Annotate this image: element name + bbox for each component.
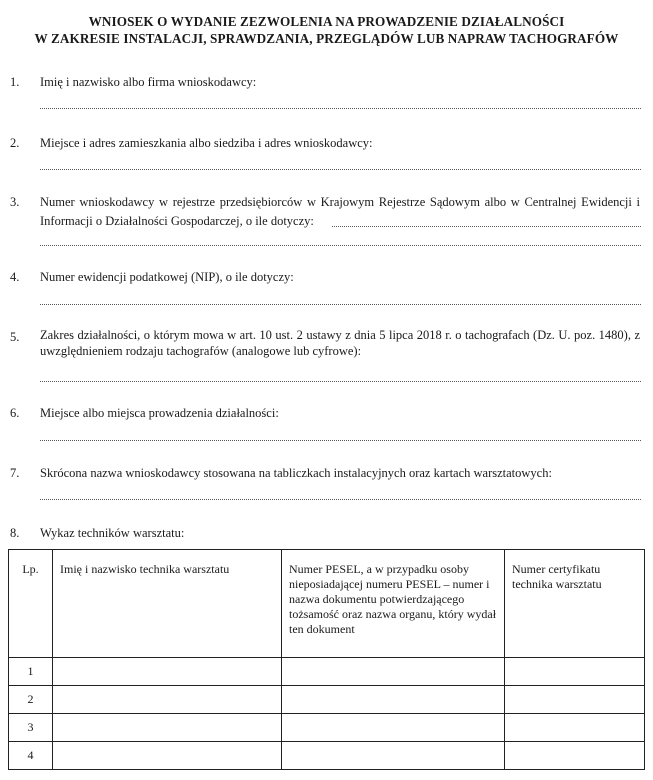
item-label-applicant-name: Imię i nazwisko albo firma wnioskodawcy: — [40, 75, 257, 89]
header-pesel: Numer PESEL, a w przypadku osoby nieposiadającej numeru PESEL – numer i nazwa dokumentu potwierdzającego tożsamość oraz nazwa organu, który wydał ten dokument — [282, 550, 505, 658]
table-row — [9, 686, 645, 714]
item-label-technicians: Wykaz techników warsztatu: — [40, 526, 185, 540]
certificate-cell[interactable] — [505, 714, 645, 742]
item-number: 5. — [10, 330, 20, 344]
item-label-registry-number: Numer wnioskodawcy w rejestrze przedsiębiorców w Krajowym Rejestrze Sądowym albo w Centralnej Ewidencji i Informacji o Działalności Gospodarczej, o ile dotyczy: — [40, 195, 640, 228]
header-certificate: Numer certyfikatu technika warsztatu — [505, 550, 645, 658]
applicant-address-field[interactable] — [40, 169, 641, 170]
scope-field[interactable] — [40, 381, 641, 382]
pesel-cell[interactable] — [282, 686, 505, 714]
item-number: 7. — [10, 466, 20, 480]
business-location-field[interactable] — [40, 440, 641, 441]
row-number: 1 — [9, 658, 53, 686]
certificate-cell[interactable] — [505, 686, 645, 714]
row-number: 3 — [9, 714, 53, 742]
certificate-cell[interactable] — [505, 658, 645, 686]
header-technician-name: Imię i nazwisko technika warsztatu — [53, 550, 282, 658]
technician-name-cell[interactable] — [53, 686, 282, 714]
item-label-nip: Numer ewidencji podatkowej (NIP), o ile dotyczy: — [40, 270, 294, 284]
row-number: 4 — [9, 742, 53, 770]
item-label-scope: Zakres działalności, o którym mowa w art. 10 ust. 2 ustawy z dnia 5 lipca 2018 r. o tachografach (Dz. U. poz. 1480), z uwzględnieniem rodzaju tachografów (analogowe lub cyfrowe): — [40, 328, 640, 358]
form-title-line-1: WNIOSEK O WYDANIE ZEZWOLENIA NA PROWADZENIE DZIAŁALNOŚCI — [88, 14, 565, 29]
applicant-name-field[interactable] — [40, 108, 641, 109]
row-number: 2 — [9, 686, 53, 714]
nip-field[interactable] — [40, 304, 641, 305]
pesel-cell[interactable] — [282, 714, 505, 742]
item-number: 3. — [10, 195, 20, 209]
registry-number-field-inline[interactable] — [332, 226, 641, 227]
technician-name-cell[interactable] — [53, 742, 282, 770]
item-number: 1. — [10, 75, 20, 89]
table-row — [9, 742, 645, 770]
form-title-line-2: W ZAKRESIE INSTALACJI, SPRAWDZANIA, PRZEGLĄDÓW LUB NAPRAW TACHOGRAFÓW — [34, 31, 619, 46]
table-row — [9, 658, 645, 686]
pesel-cell[interactable] — [282, 658, 505, 686]
item-label-short-name: Skrócona nazwa wnioskodawcy stosowana na tabliczkach instalacyjnych oraz kartach warsztatowych: — [40, 466, 552, 480]
header-lp: Lp. — [9, 550, 53, 658]
item-number: 2. — [10, 136, 20, 150]
item-number: 8. — [10, 526, 20, 540]
registry-number-field[interactable] — [40, 245, 641, 246]
item-number: 6. — [10, 406, 20, 420]
item-label-applicant-address: Miejsce i adres zamieszkania albo siedziba i adres wnioskodawcy: — [40, 136, 373, 150]
technician-name-cell[interactable] — [53, 658, 282, 686]
table-header-row — [9, 550, 645, 658]
table-row — [9, 714, 645, 742]
technicians-table — [8, 549, 645, 770]
certificate-cell[interactable] — [505, 742, 645, 770]
short-name-field[interactable] — [40, 499, 641, 500]
item-number: 4. — [10, 270, 20, 284]
pesel-cell[interactable] — [282, 742, 505, 770]
technician-name-cell[interactable] — [53, 714, 282, 742]
item-label-business-location: Miejsce albo miejsca prowadzenia działalności: — [40, 406, 279, 420]
